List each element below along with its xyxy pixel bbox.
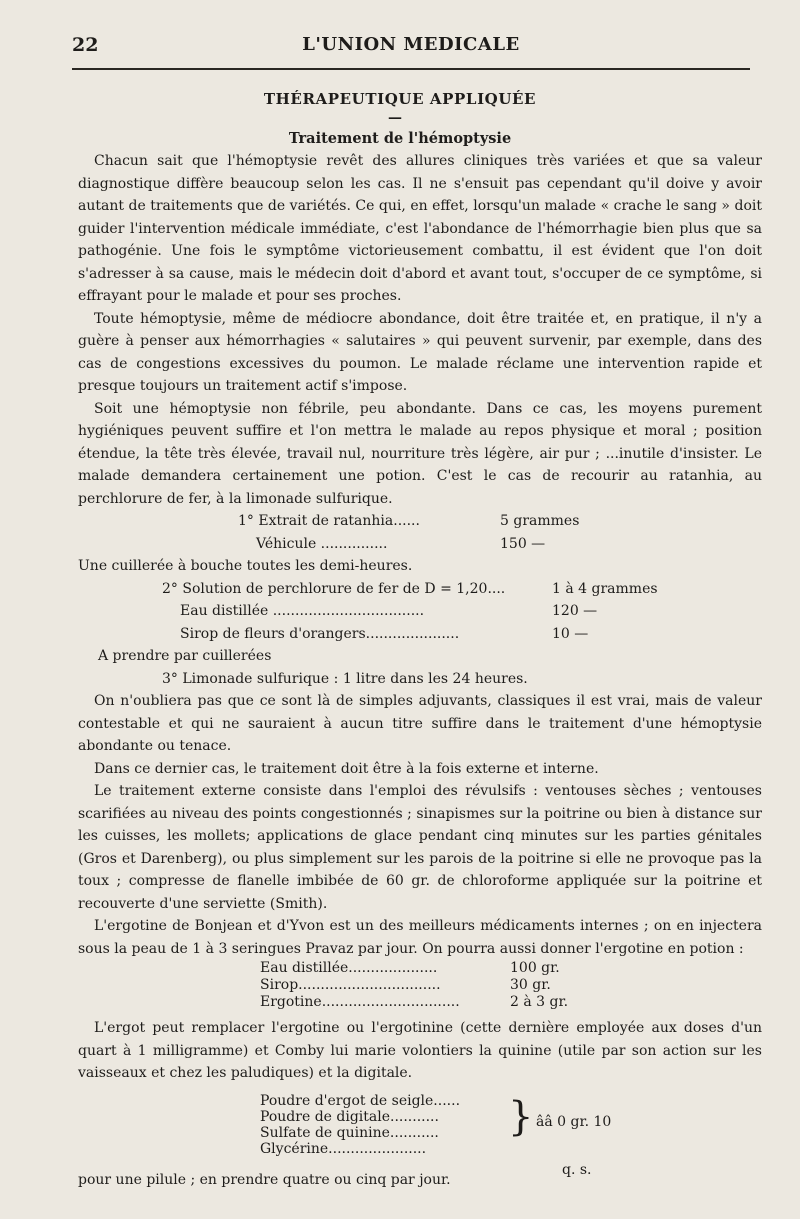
pilule-item: Poudre d'ergot de seigle......: [260, 1092, 461, 1109]
formula-item: 2° Solution de perchlorure de fer de D = 1,20....: [162, 580, 506, 597]
formula-dose: 100 gr.: [510, 960, 560, 976]
paragraph-8: L'ergot peut remplacer l'ergotine ou l'ergotinine (cette dernière employée aux doses d'un quart à 1 milligramme) et Comby lui marie volontiers la quinine (utile par son action sur les vaisseaux et chez les paludiques) et la digitale.: [78, 1020, 762, 1081]
paragraph-6: Le traitement externe consiste dans l'emploi des révulsifs : ventouses sèches ; ventouses scarifiées au niveau des points congestionnés ; sinapismes sur la poitrine ou bien à distance sur les cuisses, les mollets; applications de glace pendant cinq minutes sur les parties génitales (Gros et Darenberg), ou plus simplement sur les parois de la poitrine si elle ne provoque pas la toux ; compresse de flanelle imbibée de 60 gr. de chloroforme appliquée sur la poitrine et recouverte d'une serviette (Smith).: [78, 783, 762, 912]
formula-pilule: [78, 1093, 762, 1183]
formula-ergotine: [78, 960, 762, 1011]
final-line: pour une pilule ; en prendre quatre ou cinq par jour.: [78, 1171, 451, 1188]
formula-dose: 1 à 4 grammes: [552, 580, 658, 597]
pilule-item: Sulfate de quinine...........: [260, 1124, 439, 1141]
formula-item: Véhicule ...............: [256, 535, 388, 552]
formula-item: Ergotine...............................: [260, 994, 460, 1010]
formula-dose: 10 —: [552, 625, 589, 642]
paragraph-5: Dans ce dernier cas, le traitement doit être à la fois externe et interne.: [94, 760, 599, 777]
running-header: [72, 34, 750, 64]
formula-perchlorure: [78, 578, 762, 646]
formula-dose: 5 grammes: [500, 513, 580, 529]
paragraph-3: Soit une hémoptysie non fébrile, peu abondante. Dans ce cas, les moyens purement hygiéniques peuvent suffire et l'on mettra le malade au repos physique et moral ; position étendue, la tête très élevée, travail nul, nourriture très légère, air pur ; ...inutile d'insister. Le malade demandera certainement une potion. C'est le cas de recourir au ratanhia, au perchlorure de fer, à la limonade sulfurique.: [78, 400, 762, 507]
pilule-item: Glycérine......................: [260, 1140, 427, 1157]
pilule-qs: q. s.: [562, 1161, 592, 1178]
formula-dose: 30 gr.: [510, 977, 551, 993]
formula-item: Eau distillée....................: [260, 960, 438, 976]
paragraph-2: Toute hémoptysie, même de médiocre abondance, doit être traitée et, en pratique, il n'y a guère à penser aux hémorrhagies « salutaires » qui peuvent survenir, par exemple, dans des cas de congestions excessives du poumon. Le malade réclame une intervention rapide et presque toujours un traitement actif s'impose.: [78, 310, 762, 394]
pilule-ingredients: [260, 1093, 460, 1157]
pilule-item: Poudre de digitale...........: [260, 1108, 439, 1125]
formula-dose: 150 —: [500, 535, 546, 552]
formula-item: Sirop de fleurs d'orangers.....................: [180, 625, 460, 642]
article-body: [78, 150, 762, 1191]
title-dash: —: [388, 110, 402, 126]
pilule-dose: ââ 0 gr. 10: [536, 1113, 612, 1130]
paragraph-1: Chacun sait que l'hémoptysie revêt des allures cliniques très variées et que sa valeur diagnostique diffère beaucoup selon les cas. Il ne s'ensuit pas cependant qu'il doive y avoir autant de traitements que de variétés. Ce qui, en effet, lorsqu'un malade « crache le sang » doit guider l'intervention médicale immédiate, c'est l'abondance de l'hémorrhagie bien plus que sa pathogénie. Une fois le symptôme victorieusement combattu, il est évident que l'on doit s'adresser à sa cause, mais le médecin doit d'abord et avant tout, s'occuper de ce symptôme, si effrayant pour le malade et pour ses proches.: [78, 153, 762, 304]
formula-item: Sirop................................: [260, 977, 441, 993]
formula-dose: 2 à 3 gr.: [510, 994, 569, 1010]
journal-title: L'UNION MEDICALE: [302, 34, 520, 55]
page-number: 22: [72, 34, 99, 56]
paragraph-4: On n'oubliera pas que ce sont là de simples adjuvants, classiques il est vrai, mais de valeur contestable et qui ne sauraient à aucun titre suffire dans le traitement d'une hémoptysie abondante ou tenace.: [78, 693, 762, 754]
formula-item: 1° Extrait de ratanhia......: [238, 513, 420, 529]
formula-ratanhia: [78, 510, 762, 555]
section-title: THÉRAPEUTIQUE APPLIQUÉE: [263, 90, 537, 108]
brace-symbol: }: [508, 1093, 534, 1140]
instruction-2: A prendre par cuillerées: [98, 648, 272, 664]
formula-limonade: 3° Limonade sulfurique : 1 litre dans les 24 heures.: [162, 670, 528, 687]
formula-dose: 120 —: [552, 603, 598, 619]
paragraph-7: L'ergotine de Bonjean et d'Yvon est un des meilleurs médicaments internes ; on en injectera sous la peau de 1 à 3 seringues Pravaz par jour. On pourra aussi donner l'ergotine en potion :: [78, 918, 762, 957]
section-subtitle: Traitement de l'hémoptysie: [288, 130, 512, 147]
instruction-1: Une cuillerée à bouche toutes les demi-heures.: [78, 558, 413, 574]
formula-item: Eau distillée ..................................: [180, 603, 425, 619]
header-rule: [72, 68, 750, 70]
